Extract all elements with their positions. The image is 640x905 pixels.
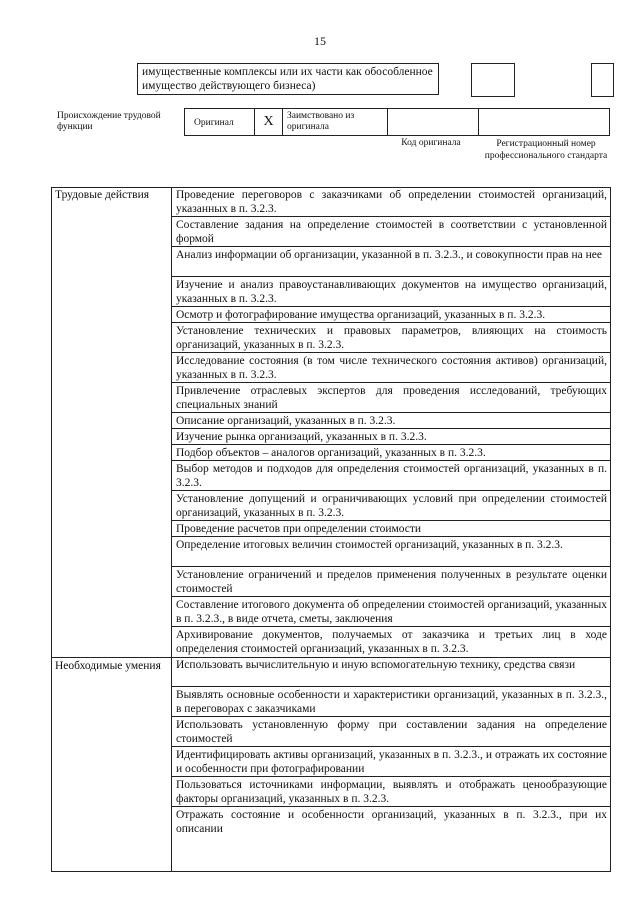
list-item: Использовать установленную форму при составлении задания на определение стоимостей	[172, 718, 611, 747]
list-item: Выявлять основные особенности и характеристики организаций, указанных в п. 3.2.3., в переговорах с заказчиками	[172, 688, 611, 717]
list-item: Анализ информации об организации, указанной в п. 3.2.3., и совокупности прав на нее	[172, 248, 611, 277]
list-item: Выбор методов и подходов для определения стоимостей организаций, указанных в п. 3.2.3.	[172, 462, 611, 491]
origin-table	[184, 108, 610, 136]
list-item: Проведение расчетов при определении стоимости	[172, 522, 611, 537]
list-item: Установление технических и правовых параметров, влияющих на стоимость организаций, указанных в п. 3.2.3.	[172, 324, 611, 353]
code-cell	[388, 109, 479, 135]
list-item: Составление задания на определение стоимостей в соответствии с установленной формой	[172, 218, 611, 247]
list-item: Определение итоговых величин стоимостей организаций, указанных в п. 3.2.3.	[172, 538, 611, 567]
list-item: Отражать состояние и особенности организаций, указанных в п. 3.2.3., при их описании	[176, 809, 607, 835]
section-title-labor-actions: Трудовые действия	[55, 189, 150, 201]
list-item: Установление допущений и ограничивающих условий при определении стоимостей организаций, указанных в п. 3.2.3.	[172, 492, 611, 521]
list-item: Подбор объектов – аналогов организаций, указанных в п. 3.2.3.	[172, 446, 611, 461]
page-number: 15	[314, 34, 326, 48]
empty-box-1	[471, 63, 515, 97]
original-mark: X	[255, 109, 283, 135]
empty-box-2	[591, 63, 614, 97]
list-item: Изучение и анализ правоустанавливающих документов на имущество организаций, указанных в п. 3.2.3.	[172, 278, 611, 307]
list-item: Изучение рынка организаций, указанных в п. 3.2.3.	[172, 430, 611, 445]
previous-row-continuation: имущественные комплексы или их части как обособленное имущество действующего бизнеса)	[137, 63, 439, 95]
list-item: Идентифицировать активы организаций, указанных в п. 3.2.3., и отражать их состояние и особенности при фотографировании	[172, 748, 611, 777]
list-item: Составление итогового документа об определении стоимостей организаций, указанных в п. 3.2.3., в виде отчета, сметы, заключения	[172, 598, 611, 627]
borrowed-label: Заимствовано из оригинала	[283, 109, 388, 135]
list-item: Исследование состояния (в том числе технического состояния активов) организаций, указанных в п. 3.2.3.	[172, 354, 611, 383]
list-item: Пользоваться источниками информации, выявлять и отображать ценообразующие факторы организаций, указанных в п. 3.2.3.	[172, 778, 611, 807]
section-title-required-skills: Необходимые умения	[55, 660, 161, 672]
code-original-label: Код оригинала	[401, 138, 461, 148]
reg-number-label: Регистрационный номер профессионального стандарта	[484, 139, 608, 161]
list-item: Использовать вычислительную и иную вспомогательную технику, средства связи	[172, 658, 611, 687]
reg-number-cell	[479, 109, 609, 135]
list-item: Описание организаций, указанных в п. 3.2.3.	[172, 414, 611, 429]
list-item: Привлечение отраслевых экспертов для проведения исследований, требующих специальных знаний	[172, 384, 611, 413]
list-item: Установление ограничений и пределов применения полученных в результате оценки стоимостей	[172, 568, 611, 597]
origin-label: Происхождение трудовой функции	[57, 111, 161, 132]
list-item: Архивирование документов, получаемых от заказчика и третьих лиц в ходе определения стоимостей организаций, указанных в п. 3.2.3.	[176, 629, 607, 655]
original-label: Оригинал	[185, 109, 255, 135]
list-item: Проведение переговоров с заказчиками об определении стоимостей организаций, указанных в п. 3.2.3.	[172, 188, 611, 217]
list-item: Осмотр и фотографирование имущества организаций, указанных в п. 3.2.3.	[172, 308, 611, 323]
